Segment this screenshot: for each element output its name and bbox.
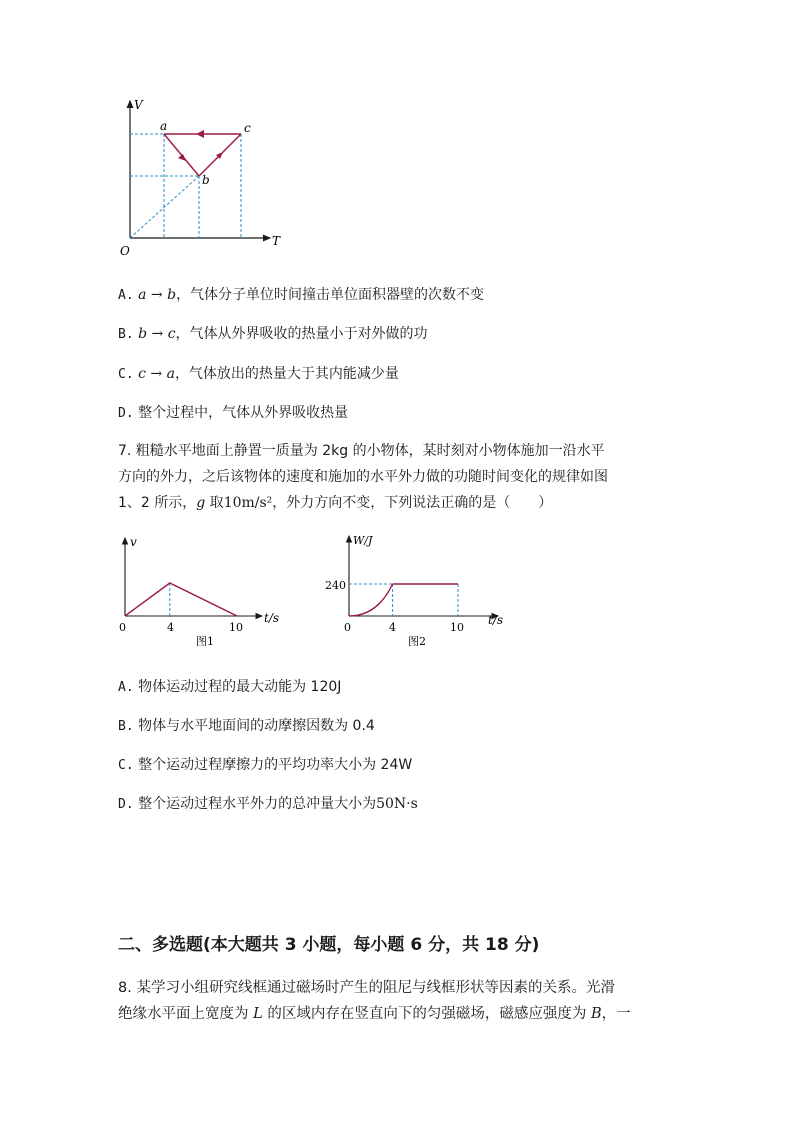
q7-option-d: D. 整个运动过程水平外力的总冲量大小为50N·s bbox=[118, 796, 418, 812]
section-title: 二、多选题(本大题共 3 小题，每小题 6 分，共 18 分) bbox=[118, 935, 540, 955]
origin-label: O bbox=[120, 244, 130, 258]
chart1-series-velocity bbox=[125, 583, 237, 616]
q6-option-c-process: c → a bbox=[138, 366, 175, 382]
q7-stem: 7. 粗糙水平地面上静置一质量为 2kg 的小物体，某时刻对小物体施加一沿水平 方向的外力，之后该物体的速度和施加的水平外力做的功随时间变化的规律如图 1、2 所示，g 取10m/s²，外力方向不变，下列说法正确的是（ ） bbox=[118, 443, 608, 511]
arrow-c-a bbox=[196, 130, 204, 138]
v-t-graph bbox=[110, 532, 290, 652]
chart1-tick-10: 10 bbox=[229, 621, 243, 634]
q7-option-b: B. 物体与水平地面间的动摩擦因数为 0.4 bbox=[118, 718, 375, 734]
chart2-ylabel: W/J bbox=[353, 534, 373, 547]
q7-g-value: 10m/s² bbox=[223, 495, 273, 511]
q8-stem: 8. 某学习小组研究线框通过磁场时产生的阻尼与线框形状等因素的关系。光滑 绝缘水平面上宽度为 L 的区域内存在竖直向下的匀强磁场，磁感应强度为 B，一 bbox=[118, 980, 631, 1022]
q6-option-a-process: a → b bbox=[138, 287, 177, 303]
path-a-b bbox=[164, 134, 199, 176]
q7-option-a: A. 物体运动过程的最大动能为 120J bbox=[118, 679, 342, 695]
chart1-ylabel: v bbox=[130, 535, 137, 549]
chart2-xlabel: t/s bbox=[488, 613, 504, 627]
arrow-a-b bbox=[178, 154, 186, 161]
chart2-tick-4: 4 bbox=[389, 621, 396, 634]
q6-option-b: B. b → c，气体从外界吸收的热量小于对外做的功 bbox=[118, 326, 428, 342]
chart2-tick-10: 10 bbox=[450, 621, 464, 634]
q7-option-c: C. 整个运动过程摩擦力的平均功率大小为 24W bbox=[118, 757, 413, 773]
point-c-label: c bbox=[244, 121, 251, 135]
v-axis-label: V bbox=[134, 98, 143, 112]
point-a-label: a bbox=[160, 119, 168, 133]
point-b-label: b bbox=[202, 173, 210, 187]
chart2-title: 图2 bbox=[408, 635, 426, 648]
chart2-series-work-rise bbox=[349, 584, 393, 616]
q7-option-d-unit: 50N·s bbox=[376, 796, 418, 812]
chart1-tick-0: 0 bbox=[119, 621, 126, 634]
q6-option-d: D. 整个过程中，气体从外界吸收热量 bbox=[118, 405, 349, 421]
chart1-tick-4: 4 bbox=[167, 621, 174, 634]
chart1-title: 图1 bbox=[196, 635, 214, 648]
chart2-ytick-240: 240 bbox=[325, 579, 346, 592]
w-t-graph bbox=[320, 532, 510, 652]
vt-cycle-diagram bbox=[110, 95, 290, 265]
chart2-tick-0: 0 bbox=[344, 621, 351, 634]
chart1-xlabel: t/s bbox=[264, 611, 280, 625]
q6-option-a: A. a → b，气体分子单位时间撞击单位面积器壁的次数不变 bbox=[118, 287, 485, 303]
q6-option-b-process: b → c bbox=[138, 326, 176, 342]
q6-option-c: C. c → a，气体放出的热量大于其内能减少量 bbox=[118, 366, 399, 382]
t-axis-label: T bbox=[272, 234, 281, 248]
